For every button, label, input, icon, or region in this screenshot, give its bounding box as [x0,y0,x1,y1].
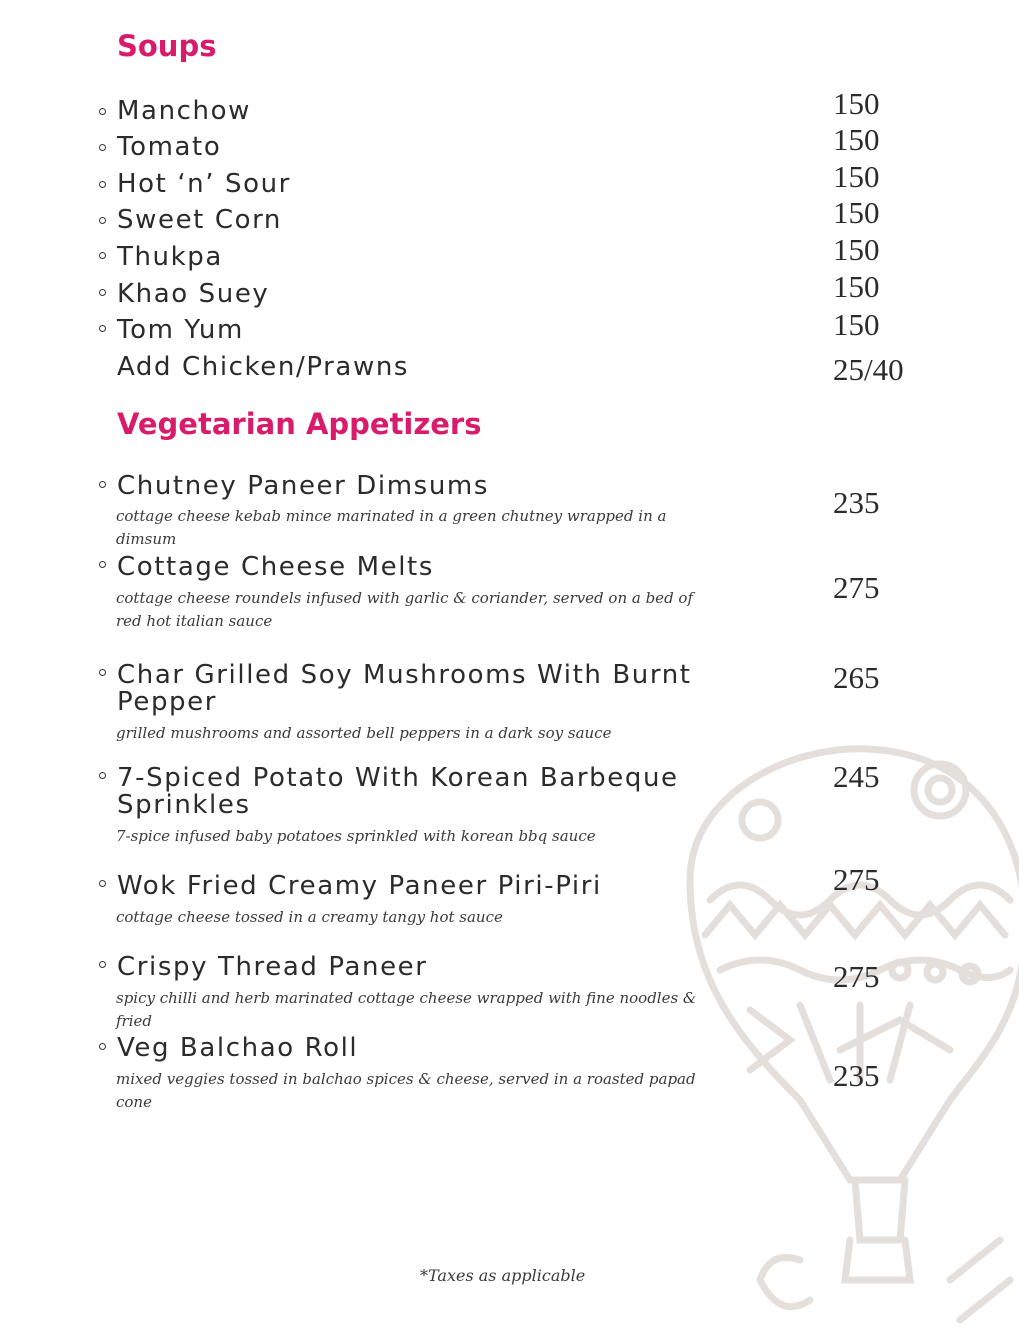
bullet-icon [99,772,106,779]
bullet-icon [99,217,106,224]
item-name: Hot ‘n’ Sour [117,169,291,199]
item-description: cottage cheese kebab mince marinated in a green chutney wrapped in a dimsum [116,507,667,548]
bullet-icon [99,481,106,488]
bullet-icon [99,289,106,296]
item-name: Thukpa [117,242,223,272]
item-price: 275 [833,570,880,605]
bullet-icon [99,880,106,887]
bullet-icon [99,252,106,259]
item-description: cottage cheese roundels infused with garlic & coriander, served on a bed of red hot italian sauce [116,589,694,630]
item-name: Veg Balchao Roll [117,1033,359,1063]
item-name: Wok Fried Creamy Paneer Piri-Piri [117,871,602,901]
bullet-icon [99,1043,106,1050]
item-price: 150 [833,269,880,304]
item-price: 150 [833,86,880,121]
veg-appetizers-heading: Vegetarian Appetizers [117,407,482,441]
addon-name: Add Chicken/Prawns [117,352,410,382]
soups-heading: Soups [117,29,217,63]
item-price: 265 [833,660,880,695]
bullet-icon [99,325,106,332]
item-name: Tom Yum [117,315,244,345]
item-description: 7-spice infused baby potatoes sprinkled with korean bbq sauce [116,827,596,845]
bullet-icon [99,669,106,676]
bullet-icon [99,108,106,115]
item-name: Sweet Corn [117,205,282,235]
addon-price: 25/40 [833,352,904,387]
item-name: Chutney Paneer Dimsums [117,471,489,501]
bullet-icon [99,561,106,568]
item-price: 275 [833,959,880,994]
item-name: Cottage Cheese Melts [117,552,434,582]
item-price: 150 [833,122,880,157]
item-price: 275 [833,862,880,897]
bullet-icon [99,181,106,188]
item-price: 235 [833,1058,880,1093]
taxes-footnote: *Taxes as applicable [420,1266,586,1285]
item-description: grilled mushrooms and assorted bell peppers in a dark soy sauce [116,724,612,742]
item-name: Tomato [117,132,222,162]
item-price: 235 [833,485,880,520]
item-name: Char Grilled Soy Mushrooms With Burnt Pepper [117,660,692,717]
item-name: Manchow [117,96,251,126]
addon-row [0,350,1019,386]
item-name: Crispy Thread Paneer [117,952,428,982]
item-price: 245 [833,759,880,794]
bullet-icon [99,961,106,968]
item-description: mixed veggies tossed in balchao spices & cheese, served in a roasted papad cone [116,1070,696,1111]
item-name: 7-Spiced Potato With Korean Barbeque Sprinkles [117,763,679,820]
item-description: spicy chilli and herb marinated cottage cheese wrapped with fine noodles & fried [116,989,697,1030]
item-name: Khao Suey [117,279,270,309]
item-price: 150 [833,307,880,342]
bullet-icon [99,144,106,151]
item-price: 150 [833,232,880,267]
item-price: 150 [833,195,880,230]
item-price: 150 [833,159,880,194]
item-description: cottage cheese tossed in a creamy tangy hot sauce [116,908,503,926]
list-item [0,307,1019,349]
